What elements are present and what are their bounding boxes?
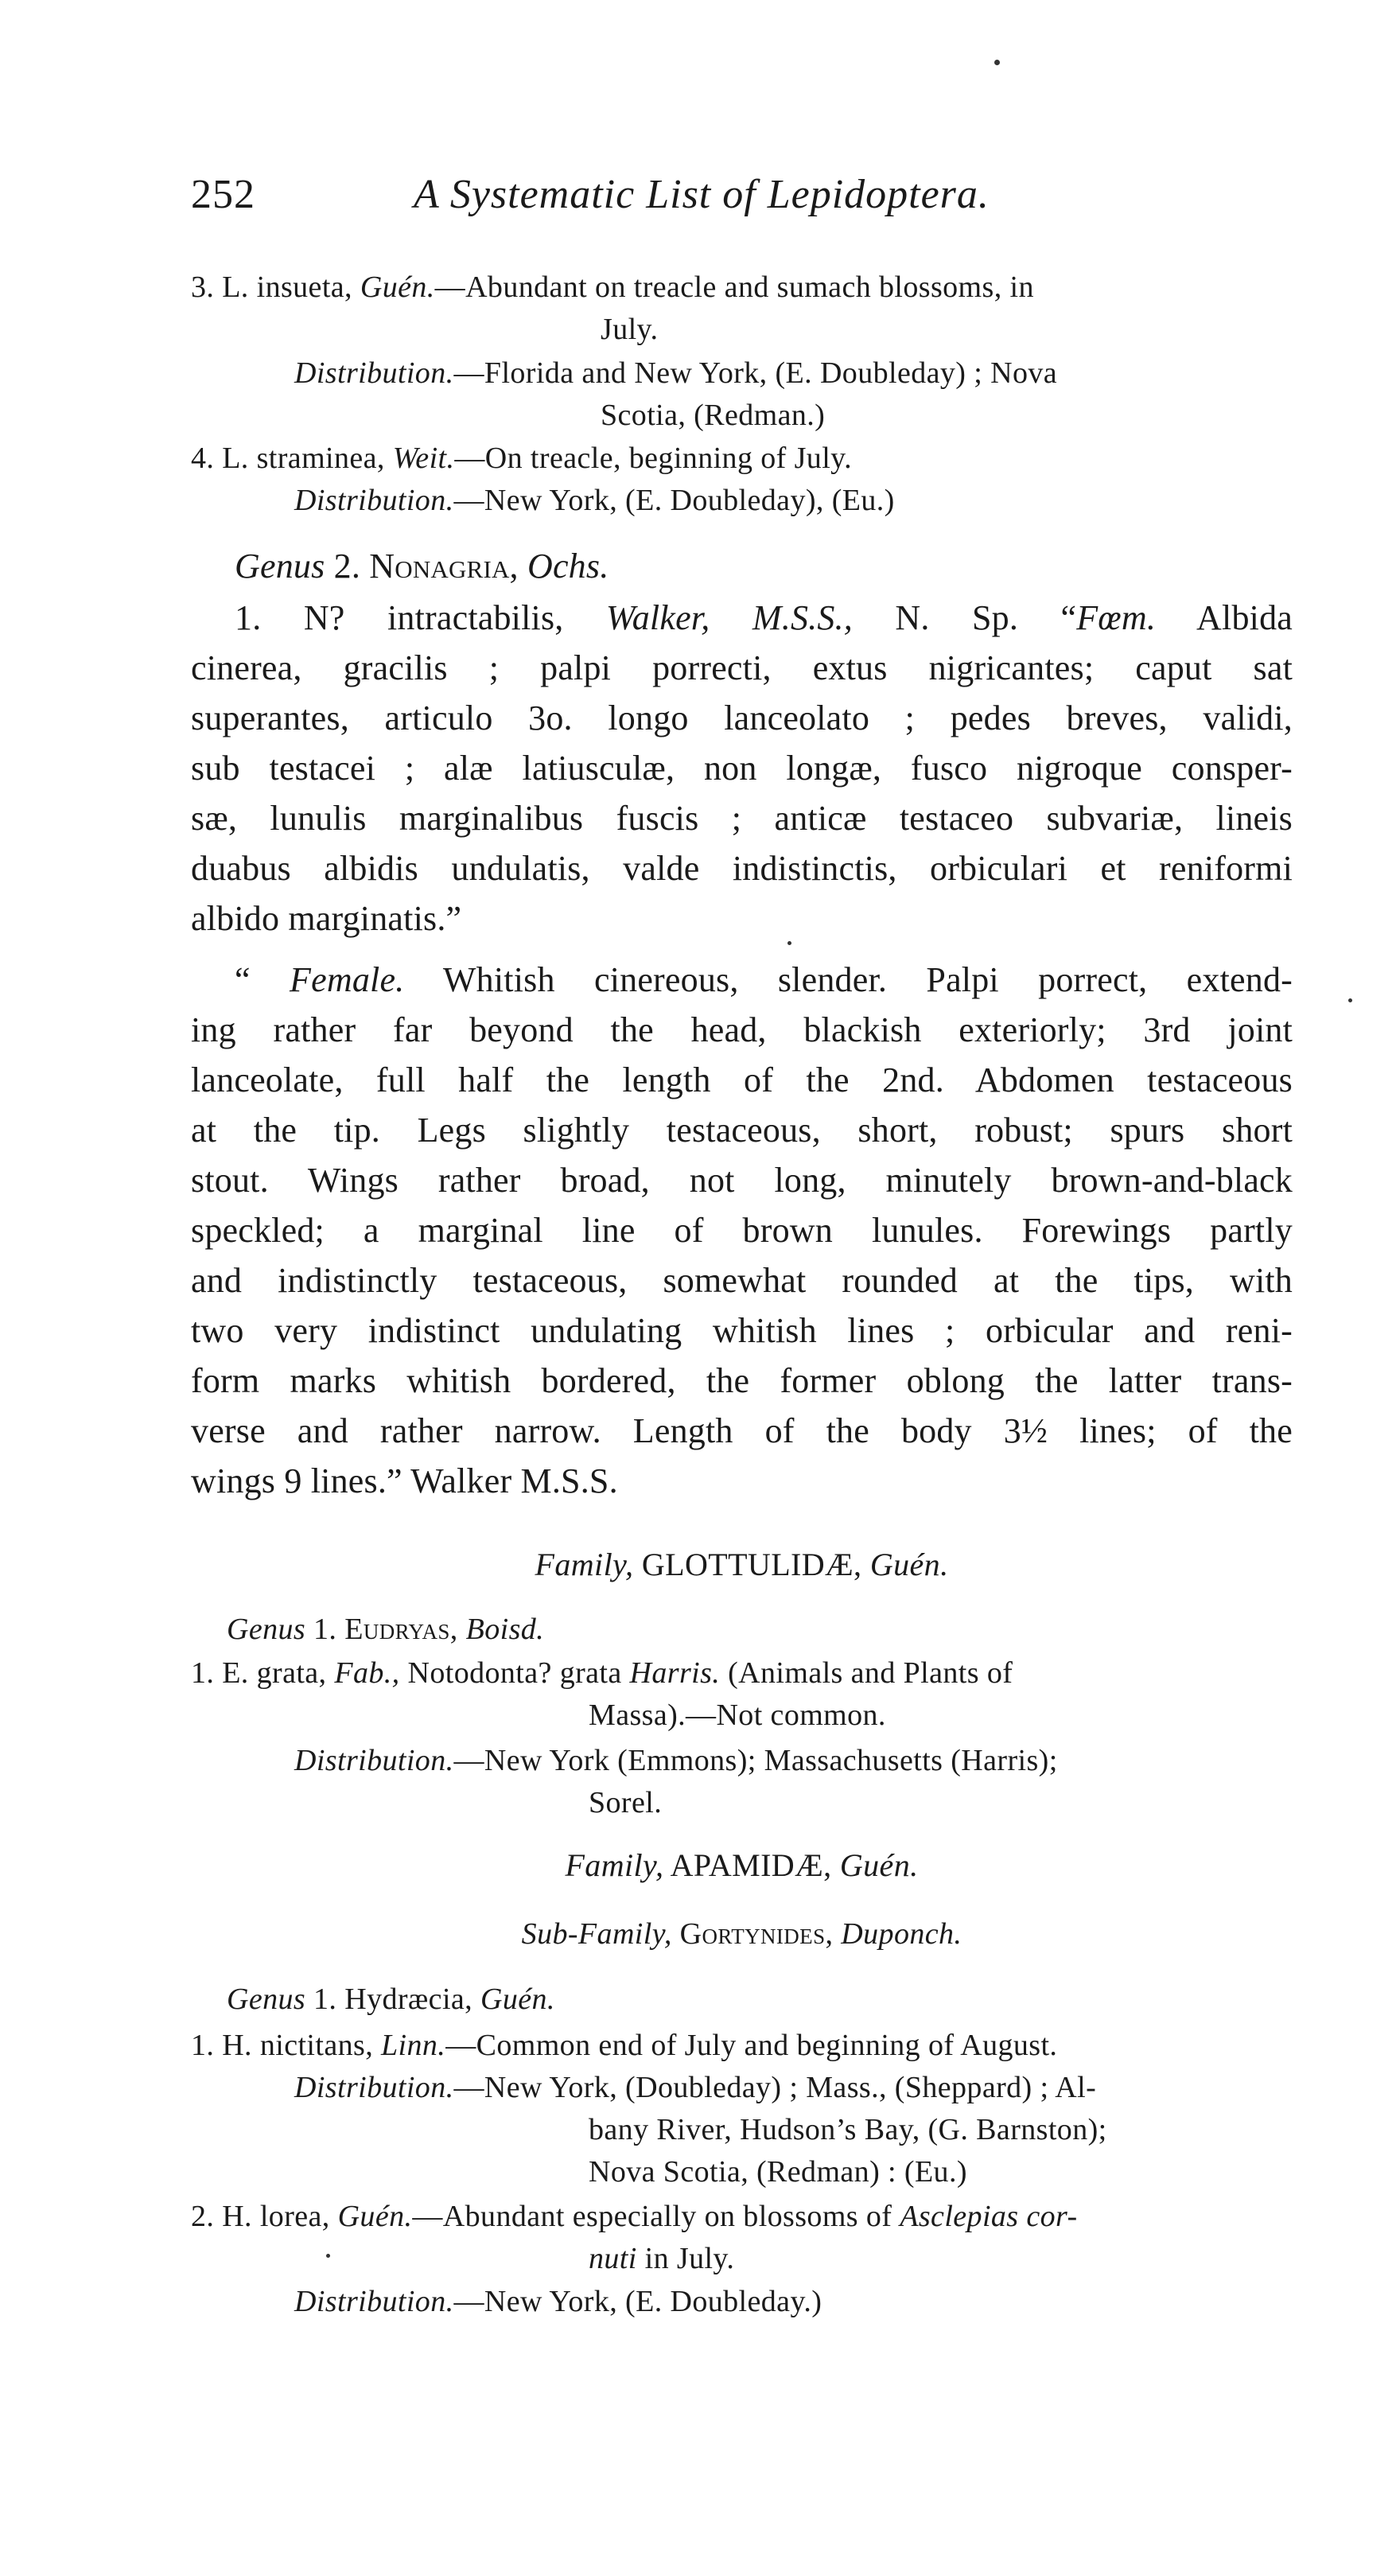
english-line-5: stout. Wings rather broad, not long, minutely brown-and-black <box>191 1161 1293 1200</box>
latin-line-2: cinerea, gracilis ; palpi porrecti, extus nigricantes; caput sat <box>191 648 1293 687</box>
distribution-continued: Sorel. <box>589 1786 663 1819</box>
running-title: A Systematic List of Lepidoptera. <box>414 172 990 217</box>
species-author: Walker, <box>605 598 710 637</box>
english-line-2: ing rather far beyond the head, blackish exteriorly; 3rd joint <box>191 1010 1293 1049</box>
species-note: —Common end of July and beginning of August. <box>445 2029 1058 2062</box>
family-label: Family, <box>565 1847 664 1883</box>
subfamily-heading-gortynides <box>191 1913 1293 1955</box>
distribution-continued: bany River, Hudson’s Bay, (G. Barnston); <box>589 2113 1107 2146</box>
genus-name: Hydræcia, <box>344 1983 473 2016</box>
genus-label: Genus <box>227 1983 306 2016</box>
subfamily-label: Sub-Family, <box>521 1917 672 1951</box>
genus-name: Eudryas, <box>344 1613 458 1646</box>
distribution-label: Distribution. <box>294 2285 454 2318</box>
species-author: Weit. <box>392 442 455 475</box>
plant-name: Asclepias cor- <box>900 2200 1078 2233</box>
species-name: 2. H. lorea, <box>191 2200 330 2233</box>
species-note-tail: in July. <box>644 2242 735 2275</box>
latin-line-6: duabus albidis undulatis, valde indistinctis, orbiculari et reniformi <box>191 849 1293 888</box>
genus-label: Genus <box>235 547 325 586</box>
genus-heading-eudryas <box>227 1609 544 1651</box>
synonym: Notodonta? grata <box>407 1656 622 1690</box>
genus-heading-nonagria <box>235 541 609 591</box>
latin-line-7: albido marginatis.” <box>191 899 462 938</box>
species-entry-insueta <box>191 267 1293 351</box>
species-entry-grata <box>191 1652 1293 1737</box>
distribution-nictitans <box>294 2067 1293 2193</box>
species-author: Linn. <box>381 2029 446 2062</box>
genus-author: Boisd. <box>465 1613 545 1646</box>
species-note: —Abundant on treacle and sumach blossoms, in <box>434 270 1034 304</box>
genus-number: 2. <box>333 547 361 586</box>
species-note-continued <box>191 2238 1293 2280</box>
latin-line-5: sæ, lunulis marginalibus fuscis ; anticæ testaceo subvariæ, lineis <box>191 799 1293 838</box>
plant-name-continued: nuti <box>589 2242 637 2275</box>
species-name: 1. H. nictitans, <box>191 2029 374 2062</box>
english-line-3: lanceolate, full half the length of the 2nd. Abdomen testaceous <box>191 1060 1293 1099</box>
distribution-text: —New York, (E. Doubleday), (Eu.) <box>453 484 895 517</box>
distribution-text: —New York, (E. Doubleday.) <box>453 2285 822 2318</box>
synonym-author: Harris. <box>629 1656 721 1690</box>
genus-author: Guén. <box>480 1983 555 2016</box>
distribution-text: —Florida and New York, (E. Doubleday) ; Nova <box>453 356 1058 390</box>
english-line-7: and indistinctly testaceous, somewhat rounded at the tips, with <box>191 1261 1293 1300</box>
genus-heading-hydraecia <box>227 1979 555 2021</box>
latin-description <box>191 593 1293 944</box>
family-author: Guén. <box>839 1847 919 1883</box>
latin-line-4: sub testacei ; alæ latiusculæ, non longæ, fusco nigroque consper- <box>191 749 1293 788</box>
sex-label: Female. <box>290 960 405 999</box>
latin-line-1 <box>191 593 1293 643</box>
distribution-continued: Scotia, (Redman.) <box>601 399 826 432</box>
english-line-1 <box>191 955 1293 1005</box>
english-line-11: wings 9 lines.” Walker M.S.S. <box>191 1461 618 1500</box>
manuscript-ref: M.S.S., <box>752 598 853 637</box>
english-line-6: speckled; a marginal line of brown lunules. Forewings partly <box>191 1211 1293 1250</box>
distribution-insueta <box>294 352 1293 437</box>
genus-number: 1. <box>313 1983 337 2016</box>
english-description <box>191 955 1293 1506</box>
family-name: GLOTTULIDÆ, <box>641 1547 862 1582</box>
sex-label: Fœm. <box>1076 598 1157 637</box>
family-heading-apamidae <box>191 1844 1293 1886</box>
species-note-continued: July. <box>601 313 659 346</box>
new-species-mark: N. Sp. “ <box>895 598 1077 637</box>
english-line-10: verse and rather narrow. Length of the body 3½ lines; of the <box>191 1411 1293 1450</box>
distribution-lorea <box>294 2281 1293 2323</box>
species-note: —On treacle, beginning of July. <box>454 442 852 475</box>
distribution-label: Distribution. <box>294 1744 454 1777</box>
species-name: 1. N? intractabilis, <box>235 598 564 637</box>
page-number: 252 <box>191 172 255 217</box>
latin-line-3: superantes, articulo 3o. longo lanceolato ; pedes breves, validi, <box>191 698 1293 737</box>
distribution-label: Distribution. <box>294 356 454 390</box>
distribution-label: Distribution. <box>294 484 454 517</box>
english-line-4: at the tip. Legs slightly testaceous, short, robust; spurs short <box>191 1111 1293 1150</box>
scan-speck <box>1348 998 1352 1002</box>
scan-speck <box>787 941 791 945</box>
family-author: Guén. <box>869 1547 949 1582</box>
family-heading-glottulidae <box>191 1543 1293 1586</box>
genus-author: Ochs. <box>527 547 609 586</box>
species-author: Guén. <box>360 270 435 304</box>
genus-number: 1. <box>313 1613 337 1646</box>
genus-label: Genus <box>227 1613 306 1646</box>
species-name: 1. E. grata, <box>191 1656 327 1690</box>
species-note: —Abundant especially on blossoms of <box>412 2200 892 2233</box>
distribution-grata <box>294 1740 1293 1824</box>
english-line-8: two very indistinct undulating whitish lines ; orbicular and reni- <box>191 1311 1293 1350</box>
scan-speck <box>994 60 1000 65</box>
subfamily-name: Gortynides, <box>679 1917 834 1951</box>
distribution-continued: Nova Scotia, (Redman) : (Eu.) <box>589 2155 967 2189</box>
page-header <box>191 171 1177 235</box>
latin-text: Albida <box>1196 598 1293 637</box>
english-text: Whitish cinereous, slender. Palpi porrect, extend- <box>442 960 1293 999</box>
family-name: APAMIDÆ, <box>670 1847 832 1883</box>
family-label: Family, <box>535 1547 634 1582</box>
reference: (Animals and Plants of <box>728 1656 1013 1690</box>
species-entry-nictitans <box>191 2025 1293 2067</box>
species-name: 4. L. straminea, <box>191 442 385 475</box>
reference-continued: Massa).—Not common. <box>589 1699 886 1732</box>
species-author: Fab., <box>334 1656 400 1690</box>
english-line-9: form marks whitish bordered, the former oblong the latter trans- <box>191 1361 1293 1400</box>
genus-name: Nonagria, <box>369 547 519 586</box>
distribution-label: Distribution. <box>294 2071 454 2104</box>
distribution-text: —New York (Emmons); Massachusetts (Harris); <box>453 1744 1058 1777</box>
distribution-text: —New York, (Doubleday) ; Mass., (Sheppard) ; Al- <box>453 2071 1097 2104</box>
distribution-straminea <box>294 480 1293 522</box>
species-author: Guén. <box>337 2200 413 2233</box>
species-entry-straminea <box>191 438 1293 480</box>
scan-speck <box>326 2254 330 2258</box>
species-entry-lorea <box>191 2196 1293 2280</box>
open-quote: “ <box>235 960 251 999</box>
subfamily-author: Duponch. <box>841 1917 962 1951</box>
species-name: 3. L. insueta, <box>191 270 352 304</box>
